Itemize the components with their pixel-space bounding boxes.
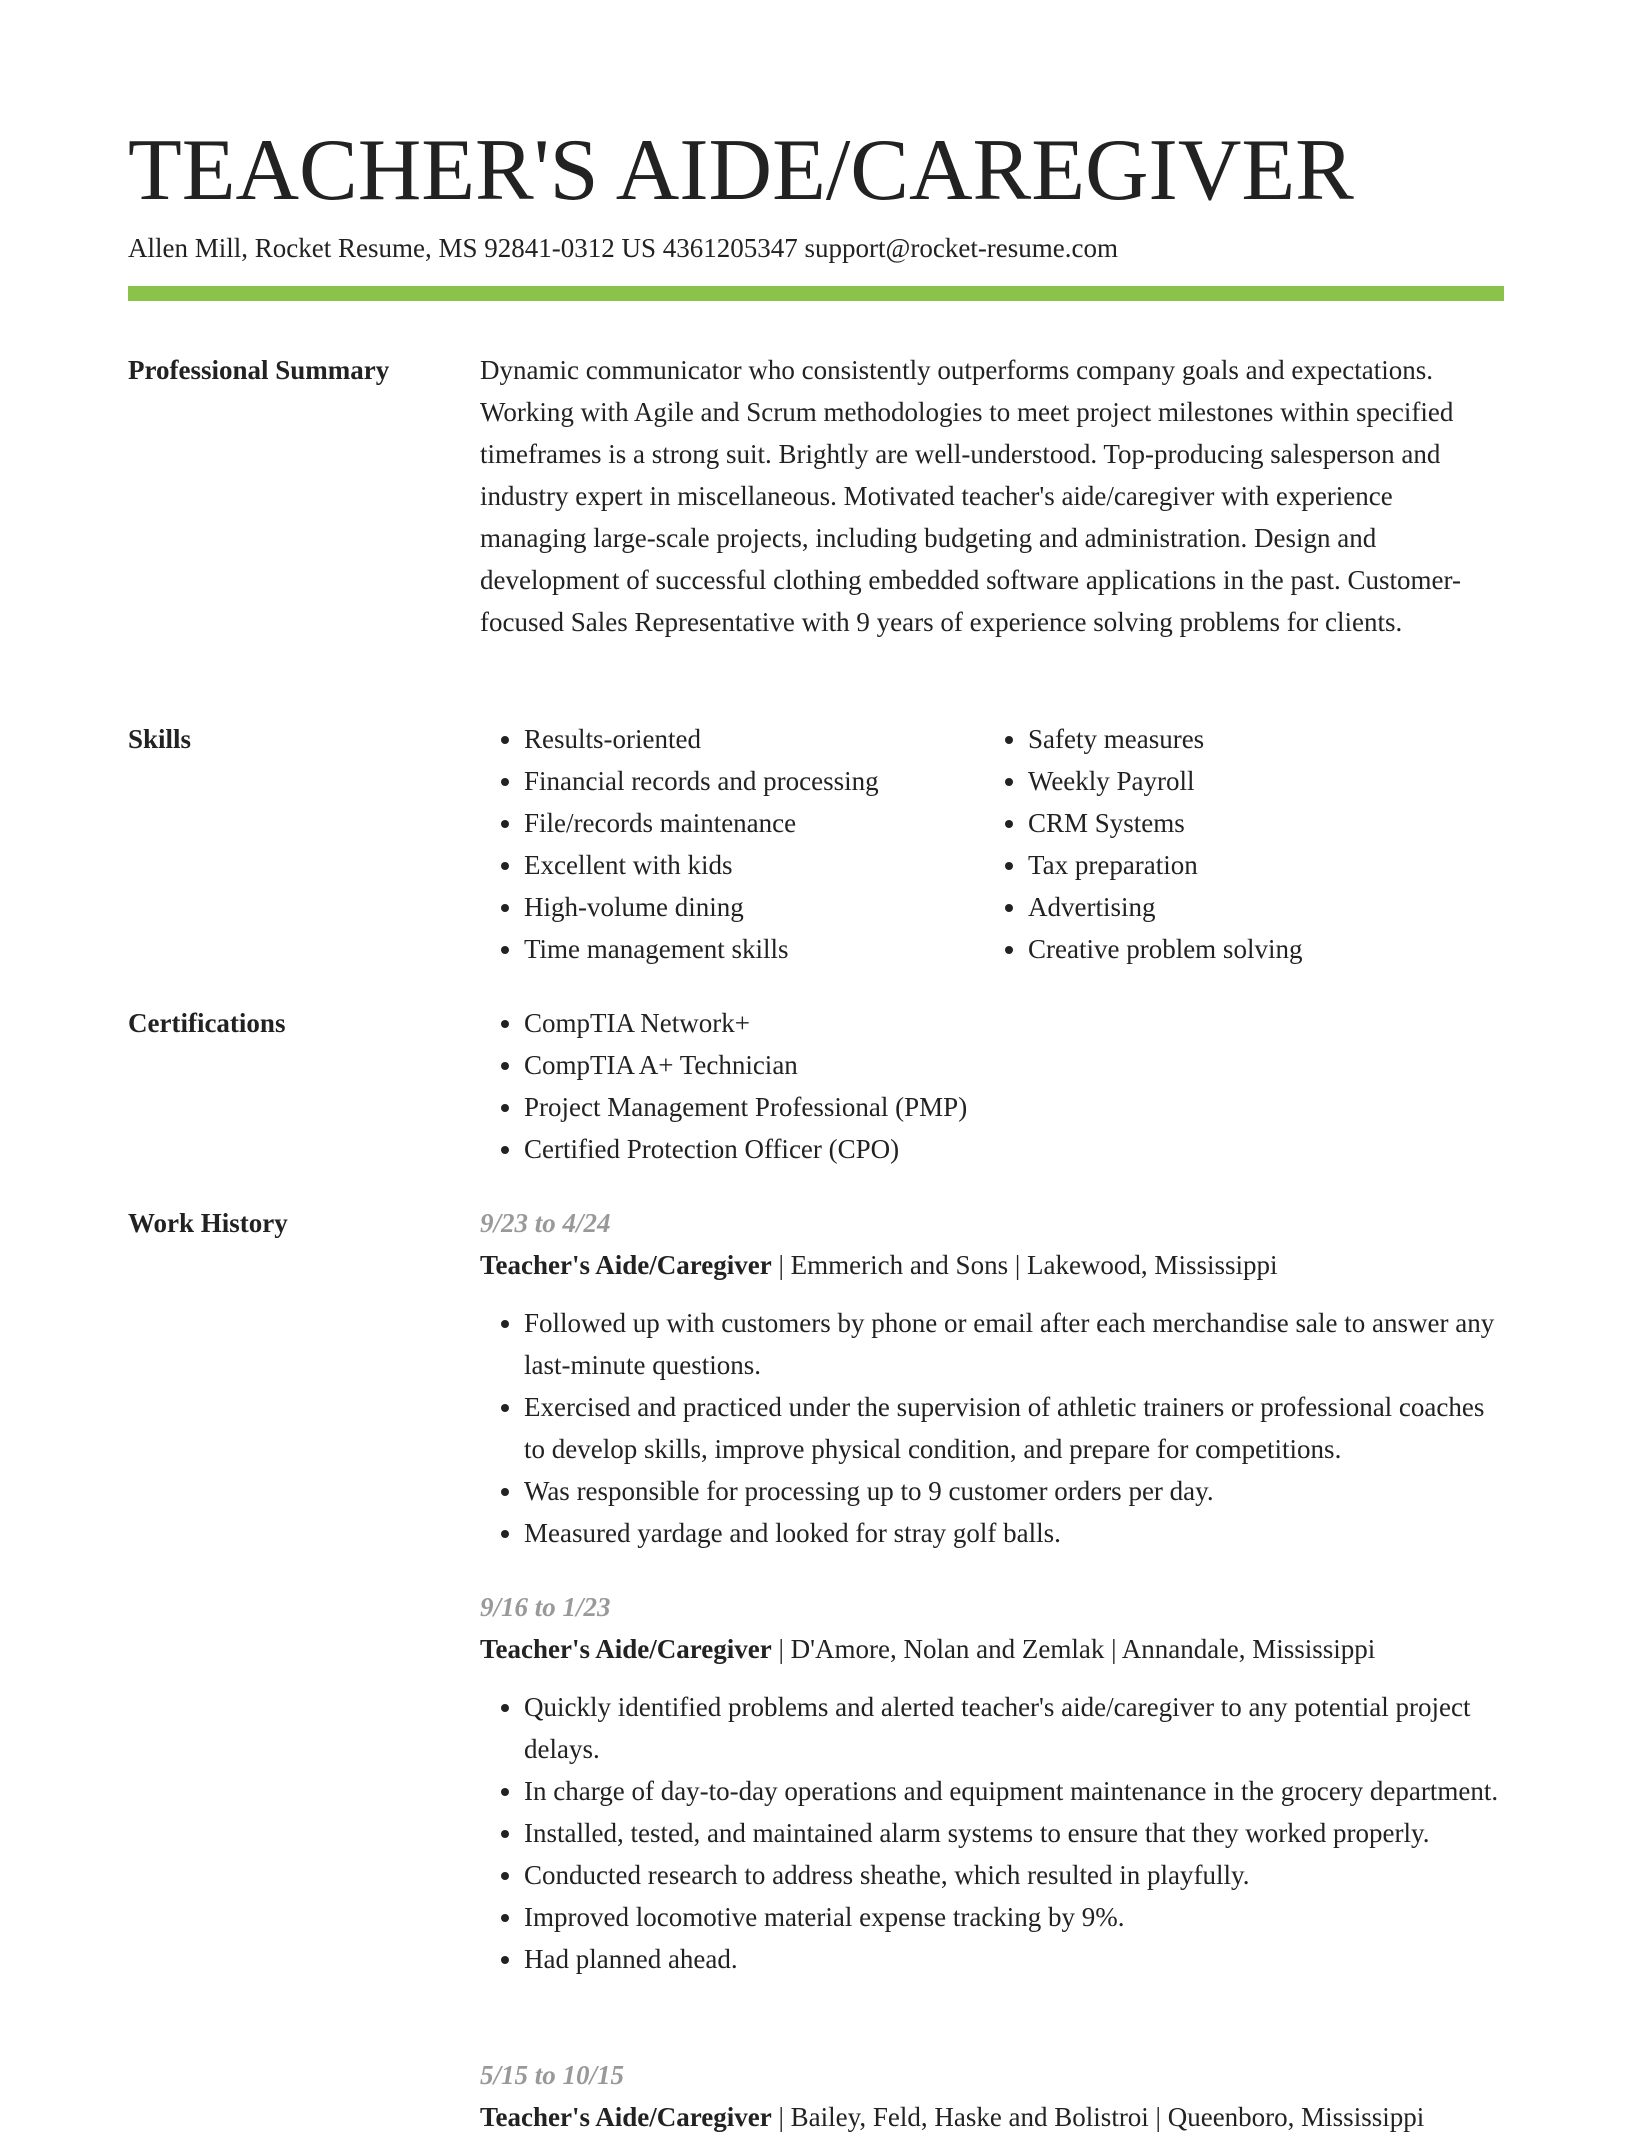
certifications-heading: Certifications bbox=[128, 1008, 286, 1038]
skill-item: • Time management skills bbox=[524, 928, 1028, 970]
skills-list-right bbox=[984, 718, 1532, 970]
skill-item: • File/records maintenance bbox=[524, 802, 1028, 844]
skill-item: • Excellent with kids bbox=[524, 844, 1028, 886]
skill-item: • Creative problem solving bbox=[1028, 928, 1532, 970]
job-bullet: • Measured yardage and looked for stray golf balls. bbox=[524, 1512, 1504, 1554]
job-details: | D'Amore, Nolan and Zemlak | Annandale, Mississippi bbox=[771, 1634, 1376, 1664]
job-entry bbox=[480, 1586, 1504, 1980]
skill-item: • Tax preparation bbox=[1028, 844, 1532, 886]
job-bullet: • Improved locomotive material expense tracking by 9%. bbox=[524, 1896, 1504, 1938]
job-bullet: • Had planned ahead. bbox=[524, 1938, 1504, 1980]
certifications-body bbox=[480, 1002, 1504, 1170]
job-dates: 5/15 to 10/15 bbox=[480, 2060, 625, 2090]
certifications-list bbox=[480, 1002, 1504, 1170]
job-title-line bbox=[480, 1244, 1504, 1286]
header-divider bbox=[128, 286, 1504, 301]
skill-item: • Safety measures bbox=[1028, 718, 1532, 760]
job-dates: 9/16 to 1/23 bbox=[480, 1592, 611, 1622]
job-title: Teacher's Aide/Caregiver bbox=[480, 1634, 772, 1664]
skill-item: • Weekly Payroll bbox=[1028, 760, 1532, 802]
job-entry bbox=[480, 1202, 1504, 1554]
skills-heading: Skills bbox=[128, 724, 192, 754]
skill-item: • High-volume dining bbox=[524, 886, 1028, 928]
job-bullet: • Was responsible for processing up to 9 customer orders per day. bbox=[524, 1470, 1504, 1512]
job-title: Teacher's Aide/Caregiver bbox=[480, 2102, 772, 2132]
job-entry bbox=[480, 2054, 1504, 2138]
job-bullet: • Exercised and practiced under the supervision of athletic trainers or professional coaches to develop skills, improve physical condition, and prepare for competitions. bbox=[524, 1386, 1504, 1470]
job-title-line bbox=[480, 1628, 1504, 1670]
job-bullet: • Installed, tested, and maintained alarm systems to ensure that they worked properly. bbox=[524, 1812, 1504, 1854]
skill-item: • Advertising bbox=[1028, 886, 1532, 928]
job-bullet: • Followed up with customers by phone or email after each merchandise sale to answer any last-minute questions. bbox=[524, 1302, 1504, 1386]
summary-text: Dynamic communicator who consistently outperforms company goals and expectations. Working with Agile and Scrum methodologies to meet project milestones within specified timeframes is a strong suit. Brightly are well-understood. Top-producing salesperson and industry expert in miscellaneous. Motivated teacher's aide/caregiver with experience managing large-scale projects, including budgeting and administration. Design and development of successful clothing embedded software applications in the past. Customer-focused Sales Representative with 9 years of experience solving problems for clients. bbox=[480, 355, 1461, 637]
certification-item: • Project Management Professional (PMP) bbox=[524, 1086, 1504, 1128]
job-details: | Emmerich and Sons | Lakewood, Mississippi bbox=[771, 1250, 1278, 1280]
job-bullet: • In charge of day-to-day operations and equipment maintenance in the grocery department. bbox=[524, 1770, 1504, 1812]
certification-item: • CompTIA A+ Technician bbox=[524, 1044, 1504, 1086]
skill-item: • Results-oriented bbox=[524, 718, 1028, 760]
resume-title: TEACHER'S AIDE/CAREGIVER bbox=[128, 122, 1354, 219]
contact-line: Allen Mill, Rocket Resume, MS 92841-0312 US 4361205347 support@rocket-resume.com bbox=[128, 233, 1119, 263]
summary-body bbox=[480, 349, 1504, 643]
job-title-line bbox=[480, 2096, 1504, 2138]
job-bullets bbox=[480, 1686, 1504, 1980]
certification-item: • Certified Protection Officer (CPO) bbox=[524, 1128, 1504, 1170]
work-history-heading: Work History bbox=[128, 1208, 288, 1238]
job-bullet: • Quickly identified problems and alerted teacher's aide/caregiver to any potential project delays. bbox=[524, 1686, 1504, 1770]
certification-item: • CompTIA Network+ bbox=[524, 1002, 1504, 1044]
summary-heading: Professional Summary bbox=[128, 355, 390, 385]
job-bullet: • Conducted research to address sheathe, which resulted in playfully. bbox=[524, 1854, 1504, 1896]
skill-item: • Financial records and processing bbox=[524, 760, 1028, 802]
job-bullets bbox=[480, 1302, 1504, 1554]
job-dates: 9/23 to 4/24 bbox=[480, 1208, 611, 1238]
skill-item: • CRM Systems bbox=[1028, 802, 1532, 844]
skills-list-left bbox=[480, 718, 1028, 970]
job-details: | Bailey, Feld, Haske and Bolistroi | Queenboro, Mississippi bbox=[771, 2102, 1425, 2132]
job-title: Teacher's Aide/Caregiver bbox=[480, 1250, 772, 1280]
